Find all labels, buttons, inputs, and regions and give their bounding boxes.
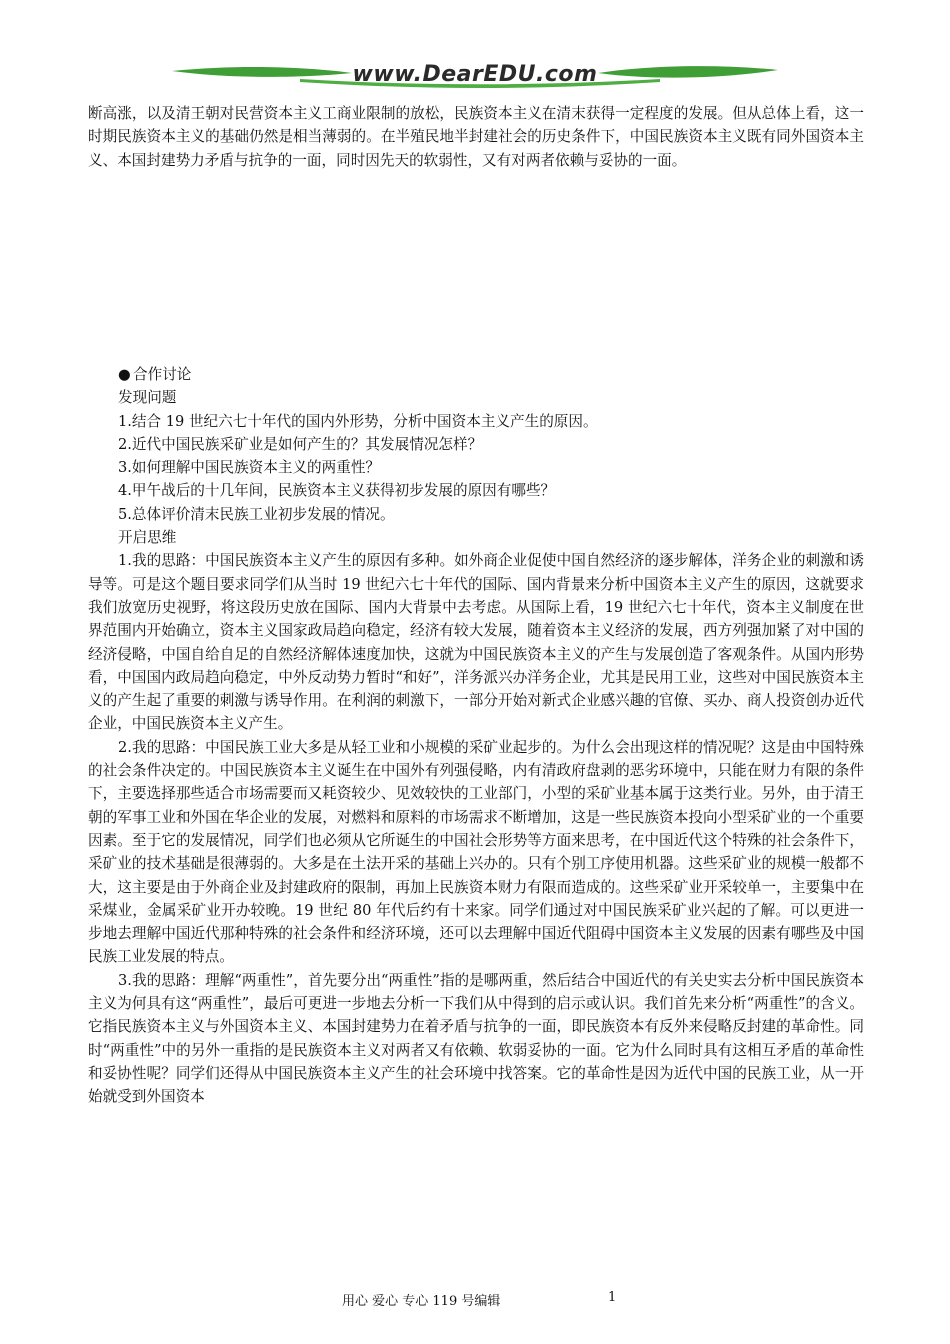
footer-credit: 用心 爱心 专心 119 号编辑 [342, 1294, 501, 1309]
thinking-heading: 开启思维 [118, 529, 177, 547]
questions-heading: 发现问题 [118, 389, 177, 407]
intro-section [88, 102, 864, 172]
page-number: 1 [608, 1290, 617, 1305]
intro-paragraph: 断高涨，以及清王朝对民营资本主义工商业限制的放松，民族资本主义在清末获得一定程度的发展。但从总体上看，这一时期民族资本主义的基础仍然是相当薄弱的。在半殖民地半封建社会的历史条件下，中国民族资本主义既有同外国资本主义、本国封建势力矛盾与抗争的一面，同时因先天的软弱性，又有对两者依赖与妥协的一面。 [88, 105, 864, 169]
question-item: 4.甲午战后的十几年间，民族资本主义获得初步发展的原因有哪些？ [118, 482, 556, 500]
bullet-icon: ● [118, 366, 131, 383]
discussion-heading-text: 合作讨论 [133, 366, 192, 383]
discussion-heading [88, 363, 864, 386]
question-item: 5.总体评价清末民族工业初步发展的情况。 [118, 505, 395, 523]
question-item: 1.结合 19 世纪六七十年代的国内外形势，分析中国资本主义产生的原因。 [118, 412, 598, 430]
thinking-paragraph: 3.我的思路：理解“两重性”，首先要分出“两重性”指的是哪两重，然后结合中国近代的有关史实去分析中国民族资本主义为何具有这“两重性”，最后可更进一步地去分析一下我们从中得到的启示或认识。我们首先来分析“两重性”的含义。它指民族资本主义与外国资本主义、本国封建势力在着矛盾与抗争的一面，即民族资本有反外来侵略反封建的革命性。同时“两重性”中的另外一重指的是民族资本主义对两者又有依赖、软弱妥协的一面。它为什么同时具有这相互矛盾的革命性和妥协性呢？同学们还得从中国民族资本主义产生的社会环境中找答案。它的革命性是因为近代中国的民族工业，从一开始就受到外国资本 [88, 971, 864, 1106]
site-name[interactable]: www.DearEDU.com [352, 62, 598, 87]
discussion-section [88, 363, 864, 1109]
question-item: 3.如何理解中国民族资本主义的两重性？ [118, 459, 381, 477]
thinking-paragraph: 1.我的思路：中国民族资本主义产生的原因有多种。如外商企业促使中国自然经济的逐步解体，洋务企业的刺激和诱导等。可是这个题目要求同学们从当时 19 世纪六七十年代的国际、国内背景来分析中国资本主义产生的原因，这就要求我们放宽历史视野，将这段历史放在国际、国内大背景中去考虑。从国际上看，19 世纪六七十年代，资本主义制度在世界范围内开始确立，资本主义国家政局趋向稳定，经济有较大发展，随着资本主义经济的发展，西方列强加紧了对中国的经济侵略，中国自给自足的自然经济解体速度加快，这就为中国民族资本主义的产生与发展创造了客观条件。从国内形势看，中国国内政局趋向稳定，中外反动势力暂时“和好”，洋务派兴办洋务企业，尤其是民用工业，这些对中国民族资本主义的产生起了重要的刺激与诱导作用。在利润的刺激下，一部分开始对新式企业感兴趣的官僚、买办、商人投资创办近代企业，中国民族资本主义产生。 [88, 552, 864, 733]
question-item: 2.近代中国民族采矿业是如何产生的？其发展情况怎样？ [118, 435, 483, 453]
thinking-paragraph: 2.我的思路：中国民族工业大多是从轻工业和小规模的采矿业起步的。为什么会出现这样的情况呢？这是由中国特殊的社会条件决定的。中国民族资本主义诞生在中国外有列强侵略，内有清政府盘剥的恶劣环境中，只能在财力有限的条件下，主要选择那些适合市场需要而又耗资较少、见效较快的工业部门，小型的采矿业基本属于这类行业。另外，由于清王朝的军事工业和外国在华企业的发展，对燃料和原料的市场需求不断增加，这是一些民族资本投向小型采矿业的一个重要因素。至于它的发展情况，同学们也必须从它所诞生的中国社会形势等方面来思考，在中国近代这个特殊的社会条件下，采矿业的技术基础是很薄弱的。大多是在土法开采的基础上兴办的。只有个别工序使用机器。这些采矿业的规模一般都不大，这主要是由于外商企业及封建政府的限制，再加上民族资本财力有限而造成的。这些采矿业开采较单一，主要集中在采煤业，金属采矿业开办较晚。19 世纪 80 年代后约有十来家。同学们通过对中国民族采矿业兴起的了解。可以更进一步地去理解中国近代那种特殊的社会条件和经济环境，还可以去理解中国近代阻碍中国资本主义发展的因素有哪些及中国民族工业发展的特点。 [88, 738, 864, 966]
